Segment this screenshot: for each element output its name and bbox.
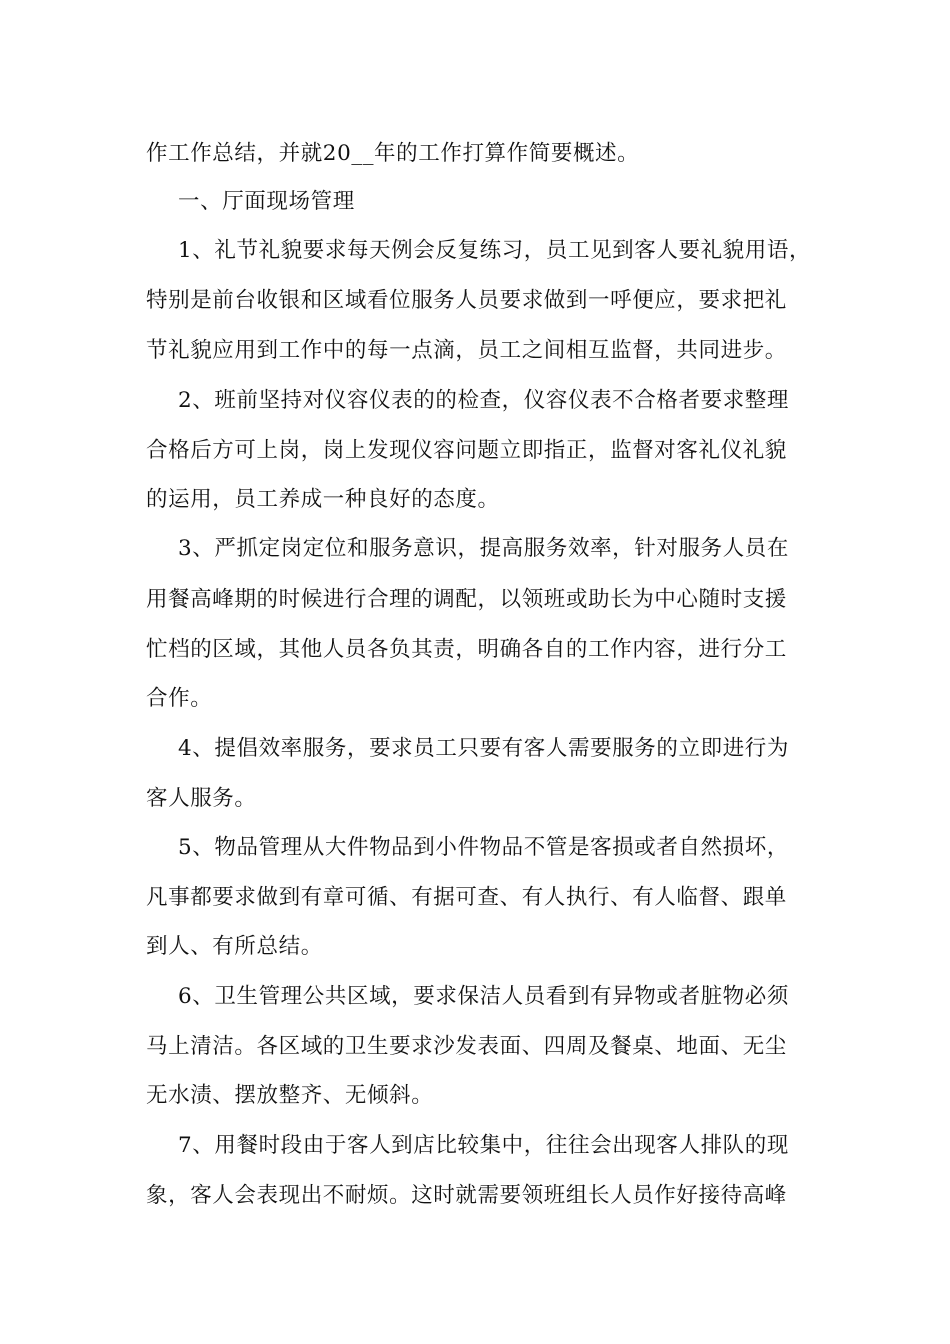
text-line: 特别是前台收银和区域看位服务人员要求做到一呼便应，要求把礼 xyxy=(146,288,787,313)
text-line: 节礼貌应用到工作中的每一点滴，员工之间相互监督，共同进步。 xyxy=(146,338,787,363)
section-heading: 一、厅面现场管理 xyxy=(178,189,355,214)
text-line: 1、礼节礼貌要求每天例会反复练习，员工见到客人要礼貌用语， xyxy=(178,238,812,263)
text-line: 象，客人会表现出不耐烦。这时就需要领班组长人员作好接待高峰 xyxy=(146,1183,787,1208)
text-line: 凡事都要求做到有章可循、有据可查、有人执行、有人临督、跟单 xyxy=(146,885,787,910)
text-line: 无水渍、摆放整齐、无倾斜。 xyxy=(146,1083,434,1108)
text-line: 忙档的区域，其他人员各负其责，明确各自的工作内容，进行分工 xyxy=(146,637,787,662)
text-line: 5、物品管理从大件物品到小件物品不管是客损或者自然损坏， xyxy=(178,835,789,860)
text-line: 2、班前坚持对仪容仪表的的检查，仪容仪表不合格者要求整理 xyxy=(178,388,789,413)
text-line: 6、卫生管理公共区域，要求保洁人员看到有异物或者脏物必须 xyxy=(178,984,789,1009)
text-line: 4、提倡效率服务，要求员工只要有客人需要服务的立即进行为 xyxy=(178,736,789,761)
text-line: 马上清洁。各区域的卫生要求沙发表面、四周及餐桌、地面、无尘 xyxy=(146,1034,787,1059)
text-line: 客人服务。 xyxy=(146,786,257,811)
text-line: 合作。 xyxy=(146,686,213,711)
text-line: 用餐高峰期的时候进行合理的调配，以领班或助长为中心随时支援 xyxy=(146,587,787,612)
text-line: 3、严抓定岗定位和服务意识，提高服务效率，针对服务人员在 xyxy=(178,536,789,561)
text-line: 的运用，员工养成一种良好的态度。 xyxy=(146,487,500,512)
text-line: 作工作总结，并就20__年的工作打算作简要概述。 xyxy=(146,141,640,166)
text-line: 合格后方可上岗，岗上发现仪容问题立即指正，监督对客礼仪礼貌 xyxy=(146,438,787,463)
text-line: 7、用餐时段由于客人到店比较集中，往往会出现客人排队的现 xyxy=(178,1133,789,1158)
text-line: 到人、有所总结。 xyxy=(146,934,323,959)
